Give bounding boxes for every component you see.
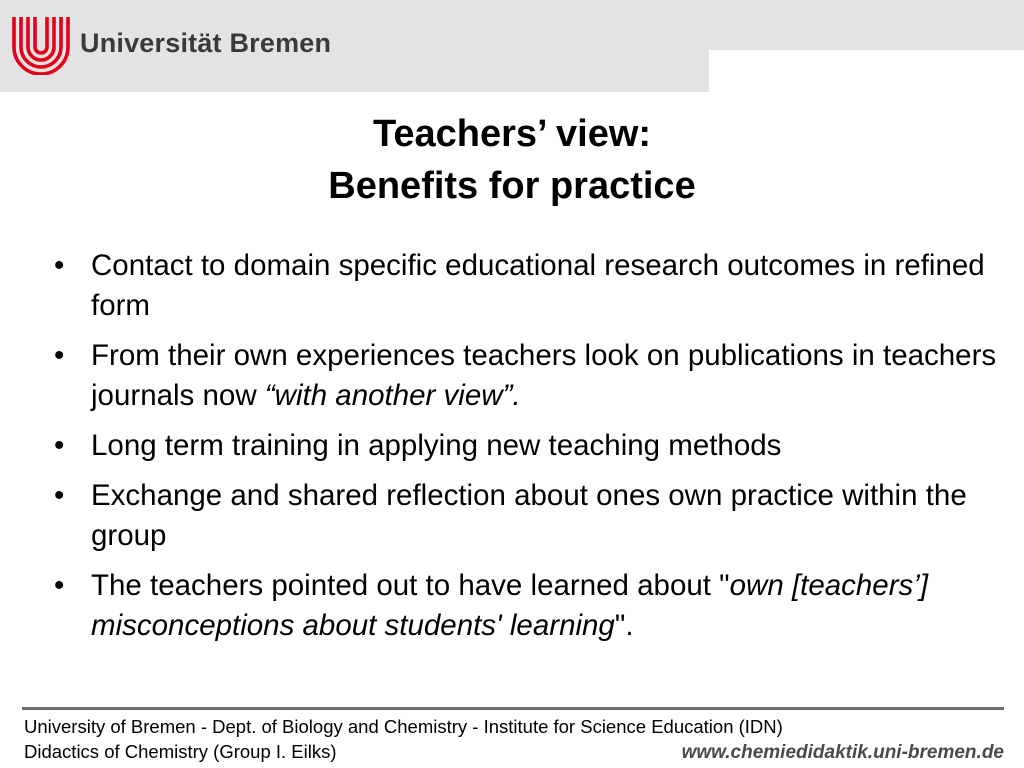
footer-divider <box>22 707 1004 710</box>
bullet-marker: • <box>54 429 65 462</box>
slide-title <box>0 108 1024 212</box>
bullet-text: The teachers pointed out to have learned about " <box>91 569 730 602</box>
bullet-item <box>54 476 1004 556</box>
bullet-item <box>54 426 1004 466</box>
bullet-item <box>54 246 1004 326</box>
title-line-2: Benefits for practice <box>328 165 696 207</box>
bullet-item <box>54 566 1004 646</box>
bullet-text: Exchange and shared reflection about ones own practice within the group <box>91 479 967 552</box>
university-name: Universität Bremen <box>80 28 332 58</box>
bullet-marker: • <box>54 339 65 372</box>
bullet-marker: • <box>54 249 65 282</box>
bullet-text: Contact to domain specific educational research outcomes in refined form <box>91 249 985 322</box>
bullet-emphasis: own [teachers’] misconceptions about students' learning <box>91 569 929 642</box>
bullet-emphasis: “with another view”. <box>264 379 521 412</box>
footer-url: www.chemiedidaktik.uni-bremen.de <box>681 742 1004 763</box>
bullet-marker: • <box>54 569 65 602</box>
bullet-suffix: ". <box>614 609 634 642</box>
bullet-text: From their own experiences teachers look on publications in teachers journals now <box>91 339 997 412</box>
footer-institution: University of Bremen - Dept. of Biology and Chemistry - Institute for Science Education (IDN) <box>24 716 783 737</box>
bullet-text: Long term training in applying new teaching methods <box>91 429 782 462</box>
university-logo-icon <box>10 13 72 75</box>
bullet-item <box>54 336 1004 416</box>
header-notch <box>709 50 1024 92</box>
title-line-1: Teachers’ view: <box>372 113 652 155</box>
bullet-marker: • <box>54 479 65 512</box>
bullet-list <box>54 246 1004 656</box>
footer-group: Didactics of Chemistry (Group I. Eilks) <box>24 741 337 762</box>
